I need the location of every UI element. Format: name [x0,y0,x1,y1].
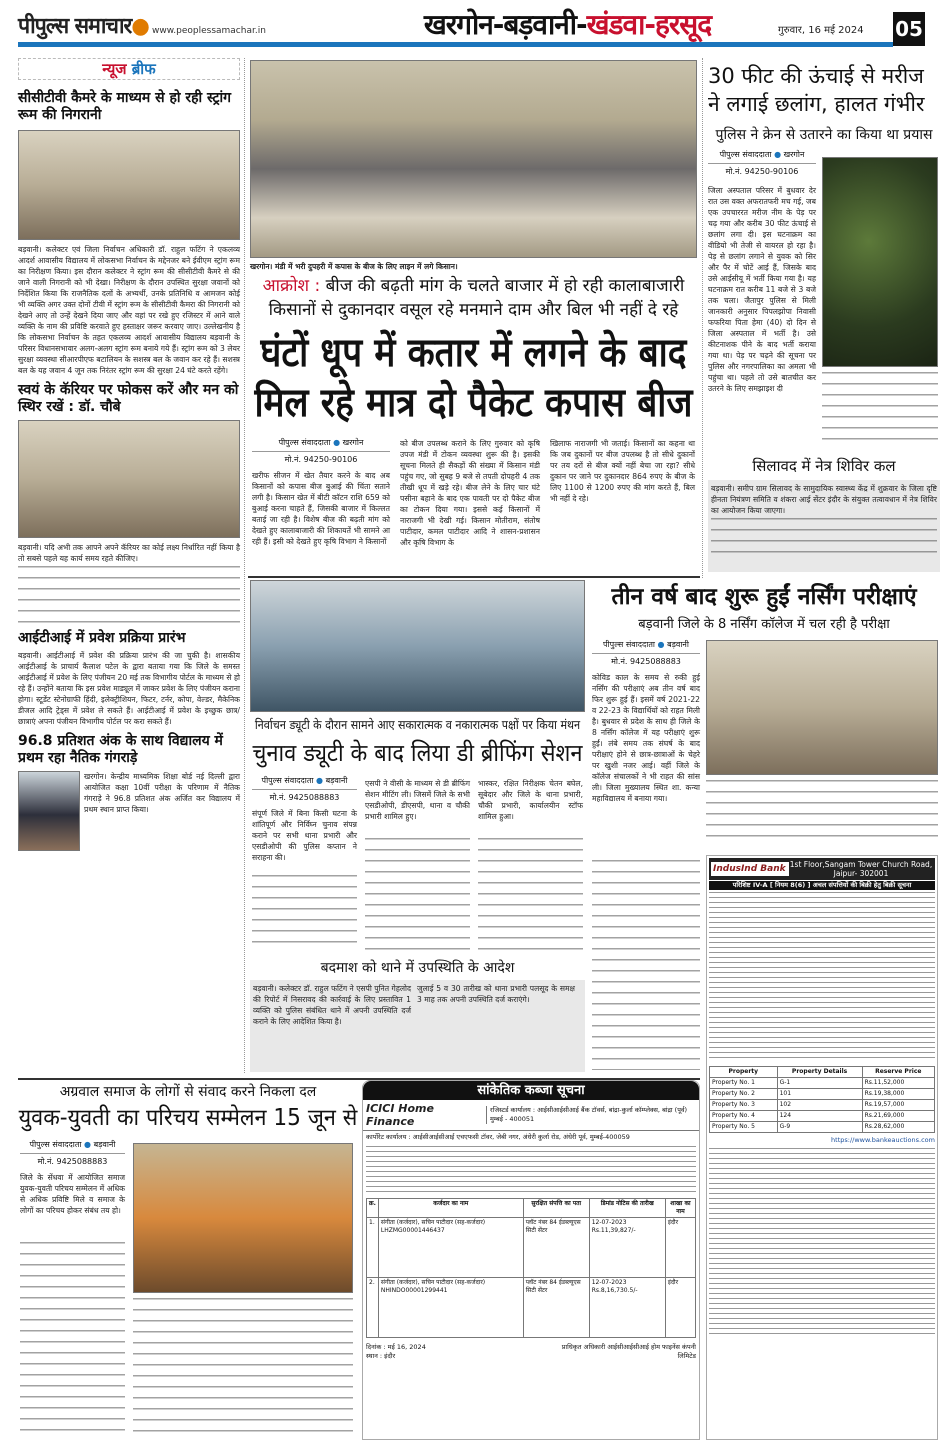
table-cell: बड़वानी [667,640,689,649]
lead-body-col1: खरीफ सीजन में खेत तैयार करने के बाद अब किसानों को कपास बीज बुआई की चिंता सताने लगी है। किसान खेत में बीटी कॉटन राशि 659 को बुआई करना चाहते हैं, जिसकी बाजार में किल्लत बताई जा रही है। विशेष बीज की बढ़ती मांग को देखते हुए कालाबाजारी की शिकायतें भी सामने आ रही हैं। इसी को देखते हुए कृषि विभाग ने किसानों [252,471,390,546]
community-meeting-photo [133,1143,353,1293]
table-cell: मो.नं. 9425088883 [269,793,340,802]
column-divider [702,58,703,578]
table-cell: Rs.19,57,000 [862,1100,934,1111]
text-lines [365,838,470,950]
table-cell: बड़वानी [93,1140,116,1149]
news-brief-column [18,58,240,851]
text-lines [592,860,700,1070]
badmash-body-col1: बड़वानी। कलेक्टर डॉ. राहुल फटिंग ने एसपी पुनित गेहलोद की रिपोर्ट में निसरावद की कार्रवाई के लिए प्रस्तावित 1 व्यक्ति को पुलिस संबंधित थाने में अपनी उपस्थिति दर्ज कराने के लिए आदेशित किया है। [253,984,411,1026]
table-cell: सुरक्षित संपत्ति का पता [523,1199,589,1218]
exam-hall-photo [706,640,938,775]
table-cell: Property No. 4 [710,1111,778,1122]
nursing-body: कोविड काल के समय से रुकी हुई नर्सिंग की परीक्षाएं अब तीन वर्ष बाद फिर शुरू हुई हैं। इसमें वर्ष 2021-22 व 22-23 के विद्यार्थियों को राहत मिली है। बुधवार से प्रदेश के साथ ही जिले के 8 नर्सिंग कॉलेज में यह परीक्षाएं शुरू हुईं। लंबे समय तक संघर्ष के बाद परीक्षाएं होने से छात्र-छात्राओं के चेहरे पर खुशी नजर आई। वहीं जिले के कॉलेज संचालकों ने भी राहत की सांस ली। जिला मुख्यालय स्थित शा. कन्या महाविद्यालय में बनाया गया। [592,673,700,803]
table-row [710,1122,935,1133]
brief-headline: आईटीआई में प्रवेश प्रक्रिया प्रारंभ [18,630,186,646]
lead-deck: किसानों से दुकानदार वसूल रहे मनमाने दाम और बिल भी नहीं दे रहे [268,300,679,320]
website-url[interactable]: www.peoplessamachar.in [152,26,266,36]
table-cell: Property No. 5 [710,1122,778,1133]
election-body-col3: भास्कर, रक्षित निरीक्षक चेतन बघेल, सूबेदार और जिले के थाना प्रभारी, चौकी प्रभारी, कार्यालयीन स्टॉफ शामिल हुआ। [478,779,583,821]
text-lines [711,518,937,554]
table-cell: पीपुल्स संवाददाता [261,776,314,785]
ad-title: सांकेतिक कब्जा सूचना [363,1081,699,1100]
table-cell: मो.नं. 94250-90106 [725,167,799,176]
notice-place: स्थान : इंदौर [366,1352,396,1360]
section-rule [248,576,700,578]
badmash-box [250,980,585,1072]
election-body-col2: एसपी ने वीसी के माध्यम से डी ब्रीफिंग सेशन मीटिंग ली। जिसमें जिले के सभी एसडीओपी, डीएसपी, थाना व चौकी प्रभारी शामिल हुए। [365,779,470,821]
lead-byline: पीपुल्स संवाददाता ● खरगोन मो.नं. 94250-90106 [252,438,390,465]
table-cell: मो.नं. 9425088883 [37,1157,108,1166]
property-table [709,1066,935,1133]
brief-headline: स्वयं के कॅरियर पर फोकस करें और मन को स्थिर रखें : डॉ. चौबे [18,382,239,415]
table-cell: ब्रीफ [131,60,156,78]
table-cell: Property Details [777,1067,862,1078]
jump-body: जिला अस्पताल परिसर में बुधवार देर रात उस वक्त अफरातफरी मच गई, जब एक उपचाररत मरीज नीम के पेड़ पर चढ़ गया और करीब 30 फीट ऊंचाई से छलांग लगा दी। इस घटनाक्रम का वीडियो भी तेजी से वायरल हो रहा है। पेड़ से छलांग लगाने से युवक को सिर और पैर में चोटें आई हैं, जिसके बाद उसे आईसीयू में भर्ती किया गया है। यह घटनाक्रम रात करीब 11 बजे से 3 बजे तक चला। जैतापुर पुलिस से मिली जानकारी अनुसार पिपलझोपा निवासी फफरिया पिता हेमा (40) दो दिन से जिला अस्पताल में भर्ती है। उसे कीटनाशक पीने के बाद भर्ती कराया गया था। पेड़ पर चढ़ने की सूचना पर पुलिस और नगरपालिका का अमला भी पहुंचा था। पहले तो उसे बातचीत कर उतरने के लिए समझाइश दी [708,186,816,393]
brief-headline: 96.8 प्रतिशत अंक के साथ विद्यालय में प्रथम रहा नैतिक गंगराड़े [18,733,223,766]
lead-kicker [250,276,697,296]
jump-byline: पीपुल्स संवाददाता ● खरगोन मो.नं. 94250-90106 [708,150,816,177]
text-lines [20,1242,125,1435]
nursing-headline: तीन वर्ष बाद शुरू हुईं नर्सिंग परीक्षाएं [611,584,917,610]
corporate-office: कार्पोरेट कार्यालय : आईसीआईसीआई एचएफसी टॉवर, जेबी नगर, अंधेरी कुर्ला रोड, अंधेरी पूर्व, मुम्बई-400059 [366,1133,630,1141]
strongroom-photo [18,130,240,240]
brief-body: बड़वानी। यदि अभी तक आपने अपने कॅरियर का कोई लक्ष्य निर्धारित नहीं किया है तो सबसे पहले यह कार्य समय रहते कीजिए। [18,543,240,563]
page-number: 05 [893,12,925,46]
photo-caption: खरगोन। मंडी में भरी दुपहरी में कपास के बीज के लिए लाइन में लगे किसान। [250,262,458,271]
jump-headline: 30 फीट की ऊंचाई से मरीज ने लगाई छलांग, हालत गंभीर [708,64,925,116]
career-session-photo [18,420,240,538]
table-cell: 12-07-2023 Rs.8,16,730.5/- [589,1278,665,1338]
table-cell: खरगोन-बड़वानी- [423,8,587,41]
text-lines [706,780,938,845]
table-cell: बड़वानी [325,776,348,785]
election-kicker: निर्वाचन ड्यूटी के दौरान सामने आए सकारात्मक व नकारात्मक पक्षों पर किया मंथन [254,717,581,732]
indusind-bank-ad [706,855,938,1440]
table-row [710,1078,935,1089]
table-cell: क्र. [367,1199,379,1218]
table-row [367,1218,696,1278]
badmash-body-col2: जुलाई 5 व 30 तारीख को थाना प्रभारी पलसूद के समक्ष 3 माह तक अपनी उपस्थिति दर्ज कराएंगे। [417,984,575,1004]
table-cell: पीपुल्स समाचार [18,14,132,39]
election-body-col1: संपूर्ण जिले में बिना किसी घटना के शांतिपूर्ण और निर्विघ्न चुनाव संपन्न कराने पर सभी थाना प्रभारी और एसडीओपी की पुलिस कप्तान ने सराहना की। [252,809,357,862]
brief-body: खरगोन। केन्द्रीय माध्यमिक शिक्षा बोर्ड नई दिल्ली द्वारा आयोजित कक्षा 10वीं परीक्षा के परिणाम में नैतिक गंगराड़े ने 96.8 प्रतिशत अंक अर्जित कर विद्यालय में प्रथम स्थान प्राप्त किया। [84,772,240,814]
table-cell: बीज की बढ़ती मांग के चलते बाजार में हो रही कालाबाजारी [325,276,685,296]
table-cell: 2. [367,1278,379,1338]
indusind-address: 1st Floor,Sangam Tower Church Road, Jaipur- 302001 [789,860,933,878]
silawad-box [708,480,940,572]
silawad-body: बड़वानी। समीप ग्राम सिलावद के सामुदायिक स्वास्थ्य केंद्र में शुक्रवार के जिला दृष्टि हीनता नियंत्रण समिति व शंकरा आई सेंटर इंदौर के संयुक्त तत्वावधान में नेत्र शिविर का आयोजन किया जाएगा। [711,484,937,515]
registered-office: रजिस्टर्ड कार्यालय : आईसीआईसीआई बैंक टॉवर्स, बांद्रा-कुर्ला कॉम्प्लेक्स, बांद्रा (पूर्व) मुम्बई - 400051 [486,1106,696,1124]
brief-body: बड़वानी। आईटीआई में प्रवेश की प्रक्रिया प्रारंभ की जा चुकी है। शासकीय आईटीआई के प्राचार्य कैलाश पटेल के द्वारा बताया गया कि जिले के समस्त आईटीआई में प्रवेश के लिए पंजीयन 20 मई तक विभागीय पोर्टल के माध्यम से हो रहे हैं। उन्होंने बताया कि इस प्रवेश माड्यूल में जाकर प्रवेश के लिए पंजीयन कराना होगा। स्टूडेंट स्टेनोग्राफी हिंदी, इलेक्ट्रीशियन, फिटर, टर्नर, कोपा, वेल्डर, मैकेनिक डीजल आदि ट्रेड्स में प्रवेश ले सकते हैं। आईटीआई में प्रवेश के इच्छुक छात्र/छात्राएं अपना पंजीयन विभागीय पोर्टल पर करा सकते हैं। [18,651,240,726]
table-row [710,1100,935,1111]
table-cell: खरगोन [342,438,364,447]
text-lines [133,1298,353,1435]
text-lines [252,875,357,950]
table-cell: Property No. 2 [710,1089,778,1100]
table-cell: G-1 [777,1078,862,1089]
table-cell: पीपुल्स संवाददाता [278,438,331,447]
table-cell: खंडवा-हरसूद [586,8,712,41]
table-cell: पीपुल्स संवाददाता [719,150,772,159]
text-lines [709,892,935,1062]
table-cell: Rs.11,52,000 [862,1078,934,1089]
agrawal-headline: युवक-युवती का परिचय सम्मेलन 15 जून से [18,1105,358,1131]
table-cell: Rs.28,62,000 [862,1122,934,1133]
table-cell: Rs.19,38,000 [862,1089,934,1100]
table-cell: पीपुल्स संवाददाता [603,640,655,649]
table-cell: इंदौर [665,1218,695,1278]
icici-logo: ICICI Home Finance [366,1102,434,1128]
tree-photo [822,157,938,367]
table-cell: न्यूज [102,60,127,78]
table-row [710,1089,935,1100]
table-cell: Property No. 3 [710,1100,778,1111]
table-cell: 1. [367,1218,379,1278]
text-lines [822,372,938,442]
table-cell: शाखा का नाम [665,1199,695,1218]
silawad-headline: सिलावद में नेत्र शिविर कल [752,457,896,475]
table-cell: कर्जदार का नाम [378,1199,523,1218]
page-section-title [365,8,770,42]
table-cell: मो.नं. 94250-90106 [284,455,358,464]
badmash-headline: बदमाश को थाने में उपस्थिति के आदेश [320,960,515,976]
table-cell: पीपुल्स संवाददाता [29,1140,82,1149]
agrawal-byline: पीपुल्स संवाददाता ● बड़वानी मो.नं. 9425088883 [20,1140,125,1167]
table-cell: संगीता (कर्जदार), सचिन पाटीदार (सह-कर्जदार) LHZMG00001446437 [378,1218,523,1278]
nursing-deck: बड़वानी जिले के 8 नर्सिंग कॉलेज में चल रही है परीक्षा [638,617,890,632]
table-cell: संगीता (कर्जदार), सचिन पाटीदार (सह-कर्जदार) NHINDO00001299441 [378,1278,523,1338]
icici-possession-notice-ad [362,1080,700,1440]
authorized-signatory: प्राधिकृत अधिकारी आईसीआईसीआई होम फाइनेंस कंपनी लिमिटेड [561,1343,696,1360]
table-cell: Reserve Price [862,1067,934,1078]
text-lines [478,838,583,950]
table-cell: Rs.21,69,000 [862,1111,934,1122]
election-headline: चुनाव ड्यूटी के बाद लिया डी ब्रीफिंग सेशन [252,739,583,767]
text-lines [709,1148,935,1338]
issue-date: गुरुवार, 16 मई 2024 [778,25,864,36]
text-lines [18,566,240,626]
student-photo [18,771,80,851]
ad-subtitle: परिशिष्ट IV-A [ नियम 8(6) ] अचल संपत्तियों की बिक्री हेतु बिक्री सूचना [709,881,935,890]
lead-body-col3: खिलाफ नाराजगी भी जताई। किसानों का कहना था कि जब दुकानों पर बीज उपलब्ध है तो सीधे दुकानों पर तय दरों से बीज क्यों नहीं बेचा जा रहा? सीधे दुकान पर जाने पर दुकानदार 864 रुपए के बीज के लिए 1100 से 1200 रुपए की मांग करते हैं, बिल भी नहीं दे रहे। [550,439,695,503]
table-cell: खरगोन [783,150,805,159]
brief-body: बड़वानी। कलेक्टर एवं जिला निर्वाचन अधिकारी डॉ. राहुल फटिंग ने एकलव्य आदर्श आवासीय विद्यालय में लोकसभा निर्वाचन के मद्देनजर बने ईवीएम स्ट्रांग रूम का निरीक्षण किया। इस दौरान कलेक्टर ने स्ट्रांग रूम की सीसीटीवी कैमरे से की जाने वाली निगरानी को भी देखा। निरीक्षण के दौरान उपस्थित सुरक्षा जवानों को निर्देशित किया कि राजनैतिक दलों के अभ्यर्थी, उनके प्रतिनिधि व आमजन कोई भी व्यक्ति अगर उक्त दोनों टीवी में स्ट्रांग रूम के सीसीटीवी कैमरा की निगरानी को देखने आए तो उन्हें देखने दिया जाए और वहां पर रखे हुए रजिस्टर में आने वाले व्यक्ति के नाम की प्रविष्टि करवाते हुए हस्ताक्षर जरूर करवाए जाए। उल्लेखनीय है कि लोकसभा निर्वाचन के तहत एकलव्य आदर्श आवासीय विद्यालय बड़वानी के परिसर विधानसभावार अलग-अलग स्ट्रांग रूम बनाये गये हैं। स्ट्रांग रूम को 3 लेयर सुरक्षा व्यवस्था सीआरपीएफ बटालियन के सशस्त्र बल के जवान कर रहे हैं। सशस्त्र बल के यह जवान 4 जून तक निरंतर स्ट्रांग रूम की सुरक्षा 24 घंटे करते रहेंगे। [18,245,240,375]
brief-headline: सीसीटीवी कैमरे के माध्यम से हो रही स्ट्रांग रूम की निगरानी [18,90,232,123]
table-cell: Property No. 1 [710,1078,778,1089]
agrawal-kicker: अग्रवाल समाज के लोगों से संवाद करने निकला दल [59,1084,317,1100]
newspaper-logo: पीपुल्स समाचार● [18,14,149,39]
notice-date: दिनांक : मई 16, 2024 [366,1343,426,1351]
auction-website-link[interactable]: https://www.bankeauctions.com [831,1136,935,1144]
table-row [367,1278,696,1338]
table-cell: Property [710,1067,778,1078]
lead-headline: घंटों धूप में कतार में लगने के बाद मिल रहे मात्र दो पैकेट कपास बीज [254,330,693,426]
text-lines [366,1146,696,1196]
table-cell: आक्रोश : [262,276,321,296]
table-cell: 12-07-2023 Rs.11,39,827/- [589,1218,665,1278]
table-cell: G-9 [777,1122,862,1133]
masthead-divider [18,42,893,47]
table-cell: प्लॉट नंबर 84 ईडब्ल्यूएस सिटी सेंटर [523,1218,589,1278]
table-cell: 101 [777,1089,862,1100]
table-cell: प्लॉट नंबर 84 ईडब्ल्यूएस सिटी सेंटर [523,1278,589,1338]
election-byline: पीपुल्स संवाददाता ● बड़वानी मो.नं. 9425088883 [252,776,357,803]
table-cell: 124 [777,1111,862,1122]
table-row [710,1111,935,1122]
farmers-queue-photo [250,60,697,258]
table-cell: इंदौर [665,1278,695,1338]
lead-body-col2: को बीज उपलब्ध कराने के लिए गुरुवार को कृषि उपज मंडी में टोकन व्यवस्था शुरू की है। इसकी सूचना मिलते ही सैकड़ों की संख्या में किसान मंडी पहुंच गए, जो सुबह 9 बजे से तपती दोपहरी 4 तक तीखी धूप में खड़े रहे। बीज लेने के लिए चार घंटे पसीना बहाने के बाद एक पावती पर दो पैकेट बीज का टोकन दिया गया। इससे कई किसानों में नाराजगी भी देखी गई। किसान मोतीराम, संतोष पाटीदार, कमल पाटीदार आदि ने शासन-प्रशासन और कृषि विभाग के [400,439,540,547]
jump-deck: पुलिस ने क्रेन से उतारने का किया था प्रयास [715,127,933,143]
table-cell: डिमांड नोटिस की तारीख [589,1199,665,1218]
indusind-logo: IndusInd Bank [711,862,789,876]
table-cell: मो.नं. 9425088883 [611,657,681,666]
column-divider [244,58,245,1073]
nursing-byline: पीपुल्स संवाददाता ● बड़वानी मो.नं. 9425088883 [592,640,700,667]
briefing-meeting-photo [250,580,585,712]
borrower-table [366,1198,696,1338]
news-brief-header [18,58,240,80]
table-cell: 102 [777,1100,862,1111]
agrawal-body: जिले के सेंधवा में आयोजित समाज युवक-युवती परिचय सम्मेलन में अधिक से अधिक प्रविष्टि मिले व समाज के लोगों का परिचय होकर संबंध तय हो। [20,1173,125,1215]
